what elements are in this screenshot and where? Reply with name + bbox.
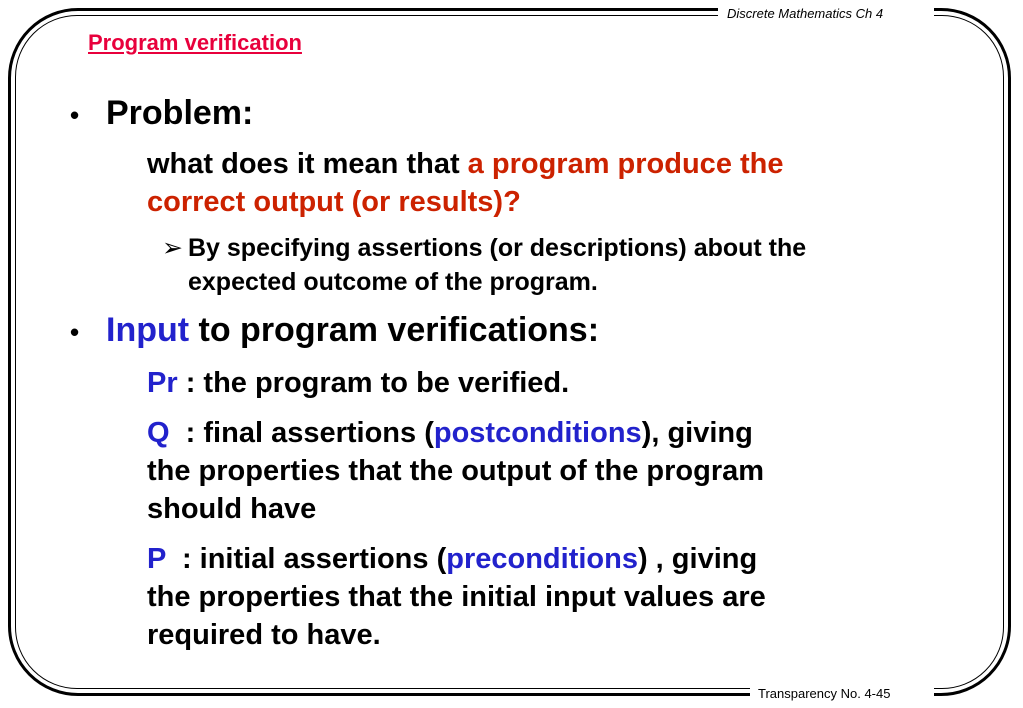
assertions-line2: expected outcome of the program. [188, 268, 598, 296]
question-text: what does it mean that [147, 148, 468, 180]
input-text: to program verifications: [189, 311, 600, 349]
p-text-b: ) , giving [637, 543, 758, 575]
arrow-bullet-icon: ➢ [162, 234, 183, 262]
course-title: Discrete Mathematics Ch 4 [727, 6, 884, 21]
slide-title: Program verification [88, 30, 302, 55]
p-line2: the properties that the initial input values are [147, 581, 766, 613]
bullet-dot-icon: • [70, 317, 80, 347]
p-label: P [147, 543, 166, 575]
question-highlight: a program produce the [467, 148, 784, 180]
p-line3: required to have. [147, 619, 381, 651]
pr-text: : the program to be verified. [177, 367, 570, 399]
q-label: Q [147, 417, 170, 449]
bullet-dot-icon: • [70, 100, 80, 130]
bullet-text: Problem: [106, 94, 254, 132]
slide-number: Transparency No. 4-45 [758, 686, 891, 701]
question-highlight-line2: correct output (or results)? [147, 186, 521, 218]
q-postconditions: postconditions [433, 417, 642, 449]
input-keyword: Input [106, 311, 190, 349]
p-text-a: : initial assertions ( [165, 543, 447, 575]
pr-label: Pr [147, 367, 178, 399]
p-preconditions: preconditions [446, 543, 638, 575]
assertions-line1: By specifying assertions (or descriptions) about the [188, 234, 807, 262]
q-line3: should have [147, 493, 317, 525]
q-text-a: : final assertions ( [169, 417, 434, 449]
q-text-b: ), giving [641, 417, 753, 449]
q-line2: the properties that the output of the program [147, 455, 765, 487]
